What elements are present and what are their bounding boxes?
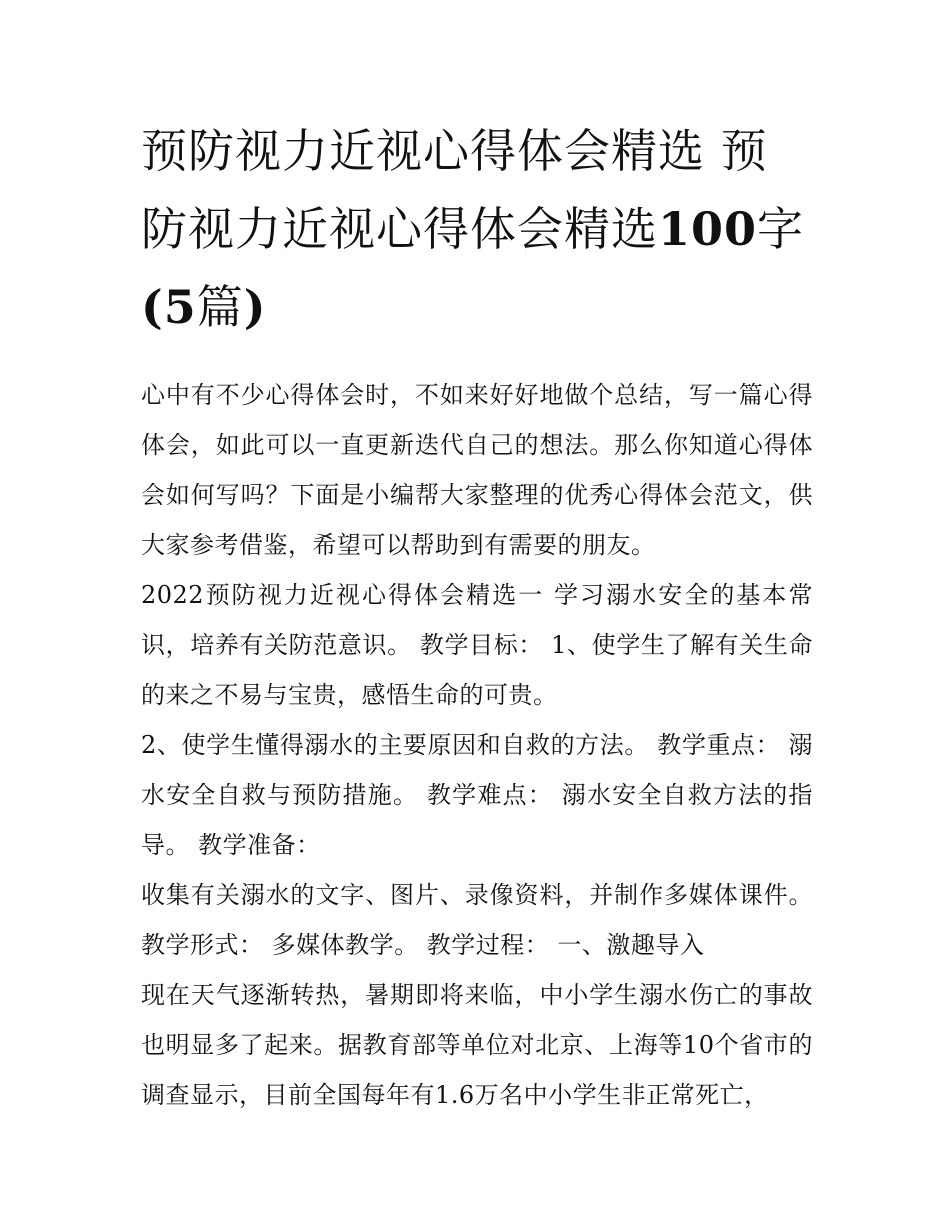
paragraph-intro: 心中有不少心得体会时，不如来好好地做个总结，写一篇心得体会，如此可以一直更新迭代自己的想法。那么你知道心得体会如何写吗？下面是小编帮大家整理的优秀心得体会范文，供大家参考借鉴，希望可以帮助到有需要的朋友。 <box>141 381 813 559</box>
document-body <box>141 370 813 1120</box>
paragraph-objectives: 2022预防视力近视心得体会精选一 学习溺水安全的基本常识，培养有关防范意识。 教学目标： 1、使学生了解有关生命的来之不易与宝贵，感悟生命的可贵。 <box>141 581 813 709</box>
paragraph-preparation: 收集有关溺水的文字、图片、录像资料，并制作多媒体课件。 教学形式： 多媒体教学。 教学过程： 一、激趣导入 <box>141 881 813 959</box>
paragraph-introduction-lesson: 现在天气逐渐转热，暑期即将来临，中小学生溺水伤亡的事故也明显多了起来。据教育部等单位对北京、上海等10个省市的调查显示，目前全国每年有1.6万名中小学生非正常死亡， <box>141 981 813 1109</box>
document-title: 预防视力近视心得体会精选 预防视力近视心得体会精选100字(5篇) <box>141 124 805 334</box>
paragraph-focus: 2、使学生懂得溺水的主要原因和自救的方法。 教学重点： 溺水安全自救与预防措施。 教学难点： 溺水安全自救方法的指导。 教学准备： <box>141 731 813 859</box>
document-page <box>141 112 813 1120</box>
